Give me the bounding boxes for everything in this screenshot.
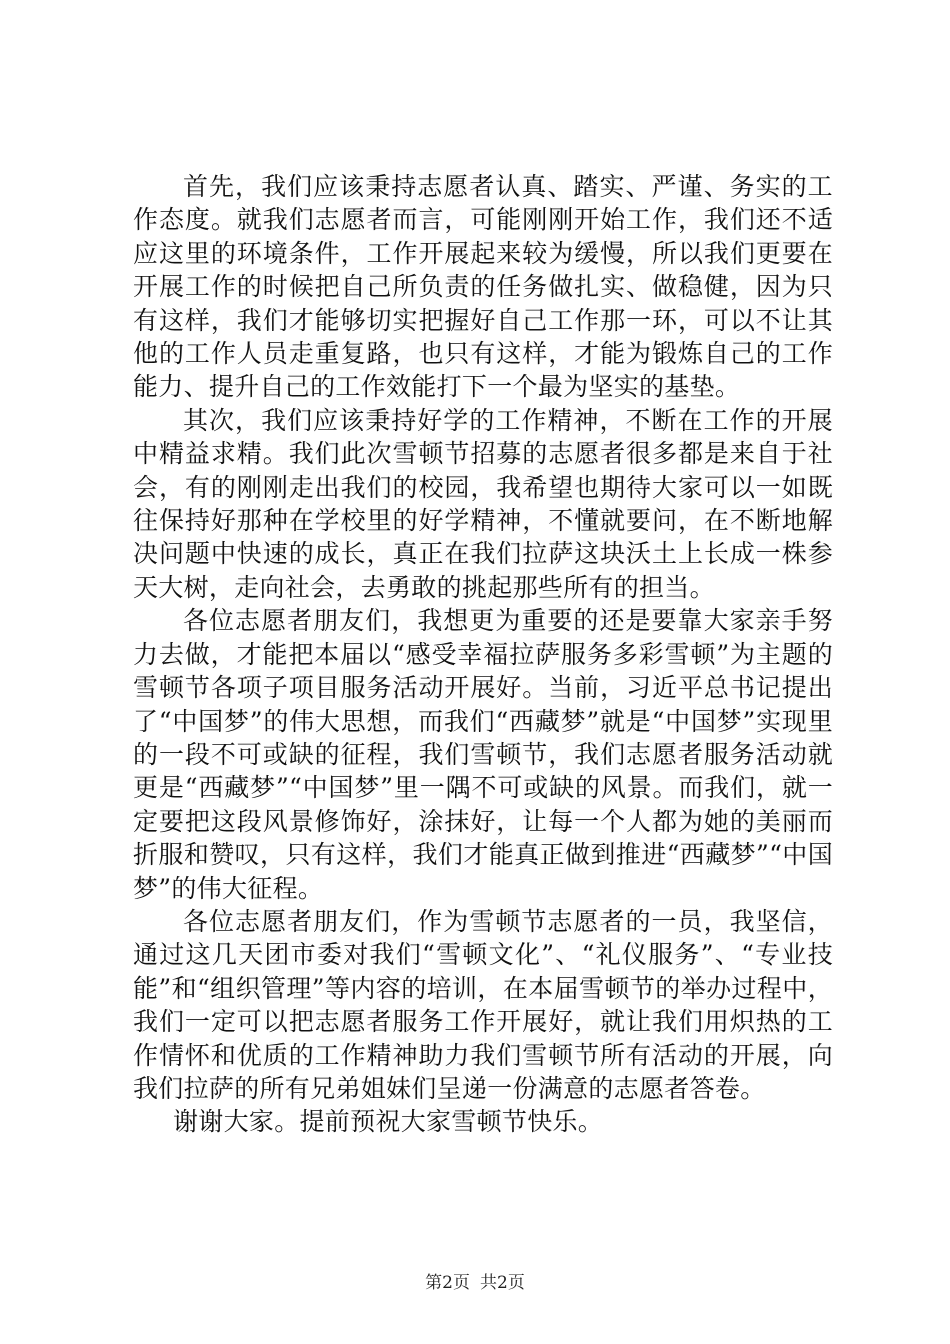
- paragraph-china-dream: 各位志愿者朋友们，我想更为重要的还是要靠大家亲手努力去做，才能把本届以“感受幸福拉萨服务多彩雪顿”为主题的雪顿节各项子项目服务活动开展好。当前，习近平总书记提出了“中国梦”的伟大思想，而我们“西藏梦”就是“中国梦”实现里的一段不可或缺的征程，我们雪顿节，我们志愿者服务活动就更是“西藏梦”“中国梦”里一隅不可或缺的风景。而我们，就一定要把这段风景修饰好，涂抹好，让每一个人都为她的美丽而折服和赞叹，只有这样，我们才能真正做到推进“西藏梦”“中国梦”的伟大征程。: [133, 606, 833, 903]
- page-number: 第2页: [425, 1273, 470, 1293]
- document-body: [133, 170, 833, 1139]
- paragraph-training-confidence: 各位志愿者朋友们，作为雪顿节志愿者的一员，我坚信，通过这几天团市委对我们“雪顿文化”、“礼仪服务”、“专业技能”和“组织管理”等内容的培训，在本届雪顿节的举办过程中，我们一定可以把志愿者服务工作开展好，就让我们用炽热的工作情怀和优质的工作精神助力我们雪顿节所有活动的开展，向我们拉萨的所有兄弟姐妹们呈递一份满意的志愿者答卷。: [133, 906, 833, 1103]
- paragraph-work-attitude: 首先，我们应该秉持志愿者认真、踏实、严谨、务实的工作态度。就我们志愿者而言，可能刚刚开始工作，我们还不适应这里的环境条件，工作开展起来较为缓慢，所以我们更要在开展工作的时候把自己所负责的任务做扎实、做稳健，因为只有这样，我们才能够切实把握好自己工作那一环，可以不让其他的工作人员走重复路，也只有这样，才能为锻炼自己的工作能力、提升自己的工作效能打下一个最为坚实的基垫。: [133, 172, 833, 402]
- page-footer: [0, 1272, 950, 1294]
- page-total: 共2页: [480, 1273, 525, 1293]
- closing-line: 谢谢大家。提前预祝大家雪顿节快乐。: [173, 1107, 604, 1137]
- paragraph-learning-spirit: 其次，我们应该秉持好学的工作精神，不断在工作的开展中精益求精。我们此次雪顿节招募的志愿者很多都是来自于社会，有的刚刚走出我们的校园，我希望也期待大家可以一如既往保持好那种在学校里的好学精神，不懂就要问，在不断地解决问题中快速的成长，真正在我们拉萨这块沃土上长成一株参天大树，走向社会，去勇敢的挑起那些所有的担当。: [133, 405, 833, 602]
